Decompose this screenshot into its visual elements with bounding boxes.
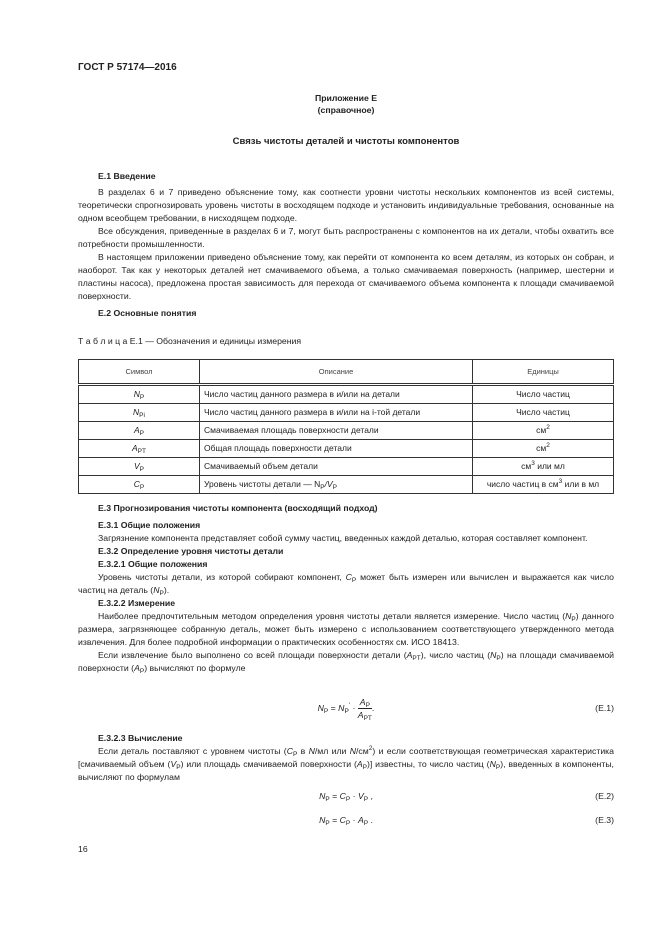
text: N: [133, 407, 140, 417]
text: P: [139, 394, 145, 401]
description-cell: [200, 404, 473, 422]
text: ), введенных в компоненты, вычисляют по формулам: [78, 759, 614, 782]
text: 3: [531, 460, 535, 467]
paragraph: В настоящем приложении приведено объяснение тому, как перейти от компонента ко всем деталям, из которых он собран, и наоборот. Так как у некоторых деталей нет смачиваемого объема, а только смачиваемая поверхность (например, шестерни и пластины насоса), предложена простая зависимость для перехода от смачиваемого объема компонента к площади смачиваемой поверхности.: [78, 252, 614, 301]
unit-cell: [473, 476, 614, 494]
text: Уровень чистоты детали — N: [204, 479, 321, 489]
column-header: Описание: [200, 360, 473, 385]
text: ) и если соответствующая геометрическая характеристика [смачиваемый объем (: [78, 746, 615, 769]
text: Общая площадь поверхности детали: [204, 443, 352, 453]
text: может быть измерен или вычислен и выражается как число частиц на деталь (: [78, 572, 614, 595]
symbol-cell: [79, 422, 200, 440]
formula-number: (Е.2): [595, 791, 614, 801]
section-e3: [78, 502, 614, 675]
table-row: [79, 458, 614, 476]
document-header: ГОСТ Р 57174—2016: [78, 62, 177, 73]
text: /см: [356, 746, 369, 756]
unit-cell: [473, 385, 614, 404]
formula-e1: [78, 696, 614, 722]
text: N: [133, 389, 140, 399]
formula-number: (Е.1): [595, 703, 614, 713]
text: Число частиц: [516, 407, 570, 417]
text: ), число частиц (: [420, 650, 491, 660]
text: P: [320, 484, 325, 491]
formula-expression: $N_P = N_P'$ · $\frac{A_P}{A_{PT}}$ .: [317, 697, 375, 722]
table-caption-text: — Обозначения и единицы измерения: [142, 336, 302, 346]
symbol-cell: [79, 476, 200, 494]
text: PT: [137, 448, 146, 455]
formula-expression: $N_P = C_P \cdot V_P$ ,: [319, 791, 373, 803]
description-cell: [200, 385, 473, 404]
description-cell: [200, 422, 473, 440]
appendix-kind: (справочное): [317, 105, 375, 115]
text: или мл: [534, 461, 565, 471]
text: Pi: [139, 412, 145, 419]
text: /V: [324, 479, 333, 489]
page-number: 16: [78, 844, 88, 854]
text: в: [297, 746, 309, 756]
text: P: [139, 484, 145, 491]
section-heading: Е.2 Основные понятия: [98, 308, 197, 318]
table-row: [79, 385, 614, 404]
text: ).: [163, 585, 170, 595]
unit-cell: [473, 404, 614, 422]
text: Наиболее предпочтительным методом определения уровня чистоты детали является измерение. Число частиц (: [98, 611, 566, 621]
subsection-heading: Е.3.2.3 Вычисление: [98, 733, 183, 743]
unit-cell: [473, 422, 614, 440]
symbol-cell: [79, 458, 200, 476]
formula-e2: [78, 790, 614, 816]
text: число частиц в см: [486, 479, 559, 489]
column-header: Символ: [79, 360, 200, 385]
formula-expression: $N_P = C_P \cdot A_P$ .: [319, 815, 373, 827]
text: или в мл: [562, 479, 600, 489]
text: ) на площади смачиваемой поверхности (: [78, 650, 615, 673]
section-heading: Е.1 Введение: [98, 171, 156, 181]
subsection-heading: Е.3.2 Определение уровня чистоты детали: [98, 546, 284, 556]
text: см: [536, 425, 547, 435]
text: Число частиц: [516, 389, 570, 399]
unit-cell: [473, 458, 614, 476]
text: V: [133, 461, 140, 471]
subsection-heading: Е.3.1 Общие положения: [98, 520, 201, 530]
paragraph: Уровень чистоты детали, из которой собирают компонент, $C_P$ может быть измерен или вычислен и выражается как число частиц на деталь $(N_P)$.: [78, 572, 614, 597]
description-cell: [200, 440, 473, 458]
formula-e3: [78, 814, 614, 840]
text: ) или площадь смачиваемой поверхности (: [180, 759, 357, 769]
paragraph: Все обсуждения, приведенные в разделах 6 и 7, могут быть распространены с компонентов на их детали, чтобы охватить все потребности промышленности.: [78, 226, 614, 249]
symbol-cell: [79, 385, 200, 404]
symbol-cell: [79, 404, 200, 422]
text: Число частиц данного размера в и/или на детали: [204, 389, 400, 399]
section-e2: [78, 307, 614, 320]
text: ) данного размера, загрязняющее собранную деталь, может быть измерено с использованием соответствующего утвержденного метода извлечения. Для более подробной информации о практических особенностях см. ИСО 18413.: [78, 611, 614, 647]
text: см: [536, 443, 547, 453]
text: Число частиц данного размера в и/или на i-той детали: [204, 407, 421, 417]
paragraph: Если деталь поставляют с уровнем чистоты ($C_P$ в N/мл или $N/см^2$) и если соответствующая геометрическая характеристика [смачиваемый объем $(V_P)$ или площадь смачиваемой поверхности $(A_P)$] известны, то число частиц $(N_P)$, введенных в компоненты, вычисляют по формулам: [78, 745, 615, 782]
description-cell: [200, 458, 473, 476]
text: )] известны, то число частиц (: [366, 759, 490, 769]
text: 3: [558, 478, 563, 485]
text: см: [521, 461, 532, 471]
text: Уровень чистоты детали, из которой собирают компонент,: [98, 572, 346, 582]
text: Смачиваемый объем детали: [204, 461, 318, 471]
text: A: [132, 443, 138, 453]
subsection-heading: Е.3.2.2 Измерение: [98, 598, 176, 608]
table-header-row: [79, 360, 614, 385]
text: P: [139, 430, 144, 437]
appendix-title: Приложение Е: [315, 93, 377, 103]
table-row: [79, 440, 614, 458]
paragraph: Загрязнение компонента представляет собой сумму частиц, введенных каждой деталью, которая составляет компонент.: [98, 533, 588, 543]
text: Если деталь поставляют с уровнем чистоты (: [98, 746, 287, 756]
unit-cell: [473, 440, 614, 458]
text: P: [332, 484, 337, 491]
paragraph: В разделах 6 и 7 приведено объяснение тому, как соотнести уровни чистоты нескольких компонентов из всей системы, теоретически спрогнозировать уровень чистоты в восходящем подходе и установить индивидуальные требования, основанные на одном всеобщем требовании, в нисходящем подходе.: [78, 187, 614, 223]
section-heading: Е.3 Прогнозирования чистоты компонента (восходящий подход): [98, 503, 378, 513]
table-row: [79, 476, 614, 494]
text: Смачиваемая площадь поверхности детали: [204, 425, 379, 435]
text: Если извлечение было выполнено со всей площади поверхности детали (: [98, 650, 407, 660]
text: ) вычисляют по формуле: [144, 663, 246, 673]
table-row: [79, 422, 614, 440]
text: P: [139, 466, 144, 473]
table-caption-prefix: Т а б л и ц а Е.1: [78, 336, 143, 346]
table-caption: [78, 335, 614, 348]
text: /мл или: [314, 746, 350, 756]
description-cell: [200, 476, 473, 494]
text: C: [133, 479, 140, 489]
column-header: Единицы: [473, 360, 614, 385]
paragraph: Если извлечение было выполнено со всей площади поверхности детали $(A_{PT})$, число частиц $(N_P)$ на площади смачиваемой поверхности $(A_P)$ вычисляют по формуле: [78, 650, 615, 675]
section-e1: [78, 170, 614, 303]
text: A: [133, 425, 140, 435]
symbol-cell: [79, 440, 200, 458]
appendix-heading: Связь чистоты деталей и чистоты компонентов: [232, 136, 460, 147]
formula-number: (Е.3): [595, 815, 614, 825]
subsection-heading: Е.3.2.1 Общие положения: [98, 559, 208, 569]
text: 2: [546, 442, 550, 449]
table-e1: [78, 359, 614, 494]
paragraph: Наиболее предпочтительным методом определения уровня чистоты детали является измерение. Число частиц $(N_P)$ данного размера, загрязняющее собранную деталь, может быть измерено с использованием соответствующего утвержденного метода извлечения. Для более подробной информации о практических особенностях см. ИСО 18413.: [78, 611, 614, 647]
text: 2: [546, 424, 550, 431]
section-e323: [78, 732, 614, 784]
table-row: [79, 404, 614, 422]
